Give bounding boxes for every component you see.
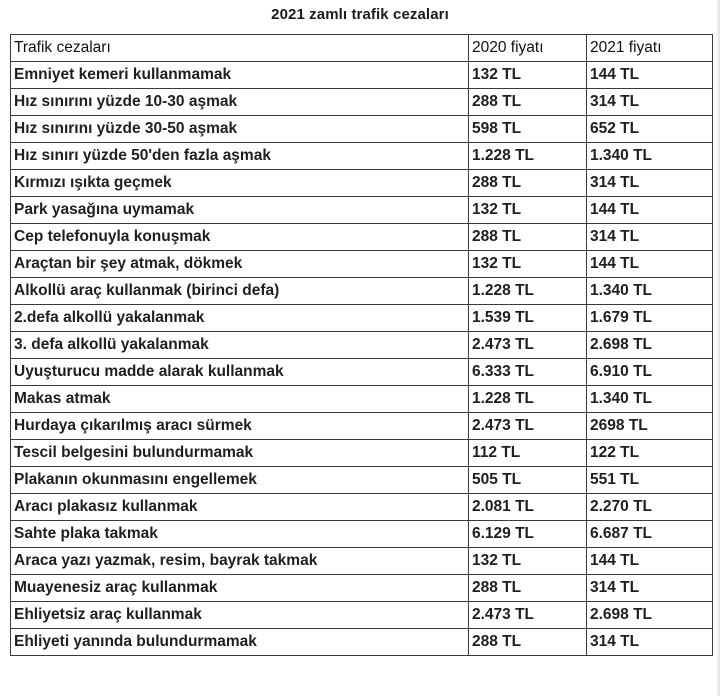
price-2020-cell: 288 TL <box>469 89 587 116</box>
price-2020-cell: 132 TL <box>469 197 587 224</box>
price-2020-cell: 132 TL <box>469 548 587 575</box>
price-2021-cell: 6.687 TL <box>587 521 713 548</box>
price-2020-cell: 132 TL <box>469 251 587 278</box>
price-2021-cell: 1.679 TL <box>587 305 713 332</box>
fine-name-cell: Muayenesiz araç kullanmak <box>11 575 469 602</box>
table-row <box>11 224 713 251</box>
fine-name-cell: Araçtan bir şey atmak, dökmek <box>11 251 469 278</box>
price-2021-cell: 2.698 TL <box>587 332 713 359</box>
price-2020-cell: 132 TL <box>469 62 587 89</box>
price-2021-cell: 314 TL <box>587 89 713 116</box>
table-row <box>11 305 713 332</box>
table-row <box>11 467 713 494</box>
price-2020-cell: 598 TL <box>469 116 587 143</box>
fine-name-cell: Cep telefonuyla konuşmak <box>11 224 469 251</box>
fines-table <box>10 34 713 656</box>
table-row <box>11 548 713 575</box>
price-2021-cell: 314 TL <box>587 575 713 602</box>
column-header-fine: Trafik cezaları <box>11 35 469 62</box>
column-header-2020-price: 2020 fiyatı <box>469 35 587 62</box>
price-2020-cell: 288 TL <box>469 170 587 197</box>
table-row <box>11 332 713 359</box>
price-2020-cell: 2.473 TL <box>469 413 587 440</box>
fine-name-cell: Uyuşturucu madde alarak kullanmak <box>11 359 469 386</box>
price-2021-cell: 144 TL <box>587 251 713 278</box>
price-2020-cell: 288 TL <box>469 224 587 251</box>
table-header-row <box>11 35 713 62</box>
price-2021-cell: 314 TL <box>587 224 713 251</box>
table-row <box>11 143 713 170</box>
fine-name-cell: Hurdaya çıkarılmış aracı sürmek <box>11 413 469 440</box>
fine-name-cell: Tescil belgesini bulundurmamak <box>11 440 469 467</box>
fine-name-cell: Sahte plaka takmak <box>11 521 469 548</box>
fine-name-cell: 3. defa alkollü yakalanmak <box>11 332 469 359</box>
table-row <box>11 197 713 224</box>
price-2020-cell: 6.129 TL <box>469 521 587 548</box>
price-2021-cell: 1.340 TL <box>587 278 713 305</box>
table-row <box>11 440 713 467</box>
page-title: 2021 zamlı trafik cezaları <box>271 6 449 23</box>
fine-name-cell: 2.defa alkollü yakalanmak <box>11 305 469 332</box>
price-2020-cell: 288 TL <box>469 629 587 656</box>
fine-name-cell: Hız sınırını yüzde 30-50 aşmak <box>11 116 469 143</box>
price-2021-cell: 2.698 TL <box>587 602 713 629</box>
fine-name-cell: Plakanın okunmasını engellemek <box>11 467 469 494</box>
fine-name-cell: Ehliyeti yanında bulundurmamak <box>11 629 469 656</box>
table-row <box>11 413 713 440</box>
fine-name-cell: Makas atmak <box>11 386 469 413</box>
fine-name-cell: Park yasağına uymamak <box>11 197 469 224</box>
price-2021-cell: 1.340 TL <box>587 143 713 170</box>
fine-name-cell: Araca yazı yazmak, resim, bayrak takmak <box>11 548 469 575</box>
price-2021-cell: 144 TL <box>587 197 713 224</box>
price-2020-cell: 288 TL <box>469 575 587 602</box>
price-2020-cell: 112 TL <box>469 440 587 467</box>
fines-table-body <box>11 62 713 656</box>
price-2021-cell: 6.910 TL <box>587 359 713 386</box>
fine-name-cell: Ehliyetsiz araç kullanmak <box>11 602 469 629</box>
price-2020-cell: 1.228 TL <box>469 386 587 413</box>
price-2020-cell: 6.333 TL <box>469 359 587 386</box>
table-row <box>11 251 713 278</box>
table-row <box>11 494 713 521</box>
price-2021-cell: 122 TL <box>587 440 713 467</box>
price-2020-cell: 2.473 TL <box>469 602 587 629</box>
price-2020-cell: 1.228 TL <box>469 278 587 305</box>
fine-name-cell: Aracı plakasız kullanmak <box>11 494 469 521</box>
price-2021-cell: 2698 TL <box>587 413 713 440</box>
price-2021-cell: 2.270 TL <box>587 494 713 521</box>
fine-name-cell: Kırmızı ışıkta geçmek <box>11 170 469 197</box>
price-2020-cell: 2.081 TL <box>469 494 587 521</box>
fine-name-cell: Alkollü araç kullanmak (birinci defa) <box>11 278 469 305</box>
table-row <box>11 278 713 305</box>
table-row <box>11 629 713 656</box>
fine-name-cell: Emniyet kemeri kullanmamak <box>11 62 469 89</box>
table-row <box>11 602 713 629</box>
price-2020-cell: 505 TL <box>469 467 587 494</box>
price-2021-cell: 314 TL <box>587 629 713 656</box>
price-2021-cell: 144 TL <box>587 548 713 575</box>
table-row <box>11 386 713 413</box>
price-2021-cell: 144 TL <box>587 62 713 89</box>
table-row <box>11 575 713 602</box>
price-2020-cell: 1.539 TL <box>469 305 587 332</box>
price-2021-cell: 1.340 TL <box>587 386 713 413</box>
price-2021-cell: 314 TL <box>587 170 713 197</box>
table-row <box>11 359 713 386</box>
price-2021-cell: 652 TL <box>587 116 713 143</box>
table-row <box>11 521 713 548</box>
price-2020-cell: 1.228 TL <box>469 143 587 170</box>
page-edge-shadow <box>716 0 720 696</box>
price-2021-cell: 551 TL <box>587 467 713 494</box>
table-row <box>11 170 713 197</box>
column-header-2021-price: 2021 fiyatı <box>587 35 713 62</box>
fine-name-cell: Hız sınırı yüzde 50'den fazla aşmak <box>11 143 469 170</box>
table-row <box>11 62 713 89</box>
price-2020-cell: 2.473 TL <box>469 332 587 359</box>
fine-name-cell: Hız sınırını yüzde 10-30 aşmak <box>11 89 469 116</box>
table-row <box>11 89 713 116</box>
table-row <box>11 116 713 143</box>
